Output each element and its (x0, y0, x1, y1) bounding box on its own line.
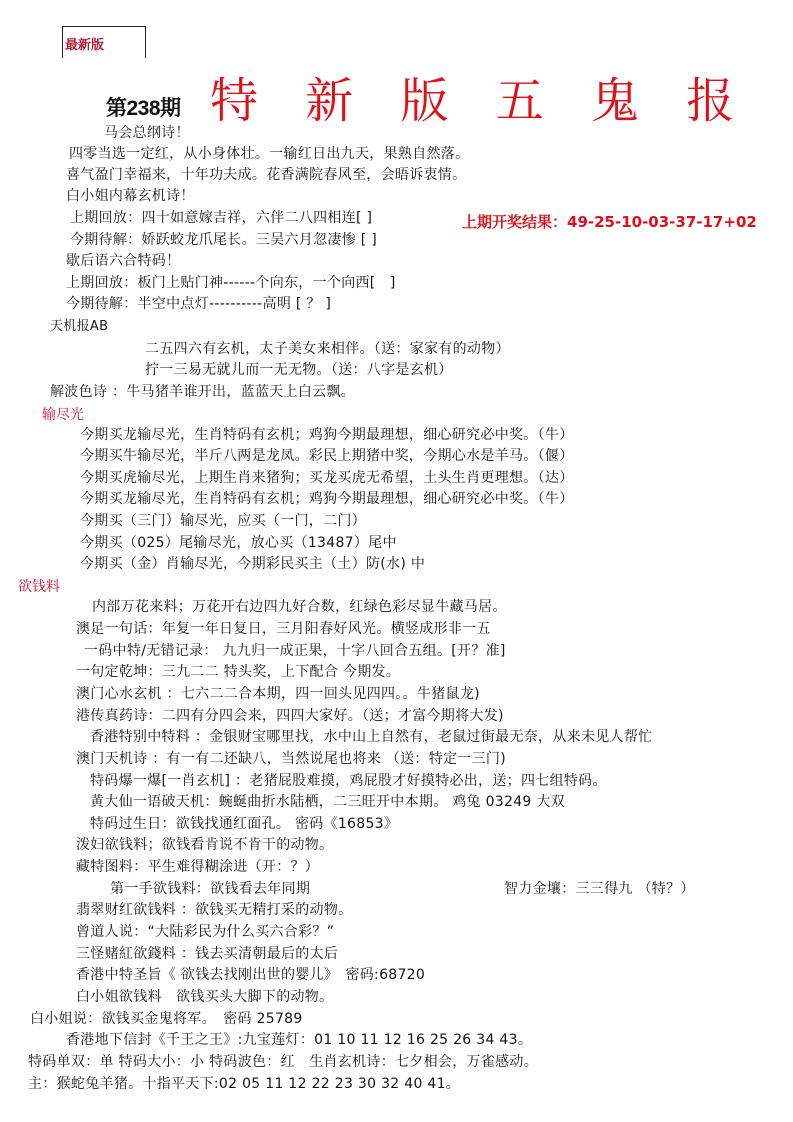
shujinguang-line: 今期买龙输尽光，生肖特码有玄机；鸡狗今期最理想，细心研究必中奖。（牛） (80, 427, 574, 443)
latest-edition-badge: 最新版 (65, 38, 105, 53)
yuqianliao-heading: 欲钱料 (18, 579, 60, 595)
yuqianliao-line: 曾道人说：“大陆彩民为什么买六合彩？” (76, 924, 335, 940)
yuqianliao-line: 特码过生日：欲钱找通红面孔。 密码《16853》 (90, 816, 399, 832)
yuqianliao-line: 港传真药诗：二四有分四会来，四四大家好。（送；才富今期将大发) (76, 708, 504, 724)
yuqianliao-line: 一码中特/无错记录： 九九归一成正果，十字八回合五组。[开？准] (84, 643, 506, 659)
bai-current-period: 今期待解：娇跃蛟龙爪尾长。三吴六月忽凄惨 [ ] (70, 232, 378, 248)
xiehouyu-title: 歇后语六合特码！ (66, 253, 181, 269)
jiebo-poem: 解波色诗 ：牛马猪羊谁开出，蓝蓝天上白云飘。 (50, 384, 356, 400)
ma-hui-line: 四零当选一定红，从小身体壮。一输红日出九天，果熟自然落。 (69, 146, 470, 162)
shujinguang-line: 今期买（三门）输尽光，应买（一门，二门） (80, 513, 366, 529)
yuqianliao-line: 第一手欲钱料：欲钱看去年同期 (110, 881, 311, 897)
yuqianliao-line: 特码爆一爆[一肖玄机] ：老猪屁股难摸，鸡屁股才好摸特必出，送；四七组特码。 (90, 773, 607, 789)
yuqianliao-line: 澳门天机诗 ：有一有二还缺八，当然说尾也将来 （送：特定一三门) (76, 751, 506, 767)
yuqianliao-line: 内部万花来料；万花开右边四九好合数，红绿色彩尽显牛藏马居。 (92, 599, 507, 615)
xiehouyu-last-period: 上期回放：板门上贴门神------个向东，一个向西[ ] (66, 275, 396, 291)
yuqianliao-line: 澳门心水玄机 ：七六二二合本期，四一回头见四四。。牛猪鼠龙) (76, 686, 480, 702)
yuqianliao-line: 白小姐欲钱料 欲钱买头大脚下的动物。 (76, 989, 334, 1005)
last-draw-result: 上期开奖结果：49-25-10-03-37-17+02 (462, 213, 757, 231)
yuqianliao-line: 三怪赌紅欲錢料 ：钱去买清朝最后的太后 (76, 946, 339, 962)
shujinguang-line: 今期买牛输尽光，半斤八两是龙凤。彩民上期猪中奖，今期心水是羊马。（偃） (80, 448, 574, 464)
ma-hui-line: 喜气盈门幸福来，十年功夫成。花香满院春风至，会晤诉衷情。 (66, 167, 467, 183)
yuqianliao-line: 香港特别中特料 ：金银财宝哪里找，水中山上自然有，老鼠过街最无奈，从来未见人帮忙 (90, 729, 653, 745)
bai-title: 白小姐内幕玄机诗！ (66, 188, 195, 204)
shujinguang-line: 今期买虎输尽光，上期生肖来猪狗；买龙买虎无希望，土头生肖更理想。（达） (80, 470, 574, 486)
page-title: 特 新 版 五 鬼 报 (210, 73, 751, 129)
yuqianliao-line: 翡翠财红欲钱料 ：欲钱买无精打采的动物。 (76, 902, 353, 918)
shujinguang-heading: 输尽光 (42, 407, 84, 423)
tianji-line: 拧一三易无就儿而一无无物。（送：八字是玄机） (145, 362, 453, 378)
yuqianliao-line: 泼妇欲钱料；欲钱看肯说不肯干的动物。 (76, 837, 334, 853)
issue-number: 第238期 (106, 97, 181, 120)
shujinguang-line: 今期买（金）肖输尽光，今期彩民买主（土）防(水) 中 (80, 556, 426, 572)
bai-last-period: 上期回放：四十如意嫁吉祥，六伴二八四相连[ ] (70, 210, 373, 226)
yuqianliao-line: 一句定乾坤：三九二二 特头奖，上下配合 今期发。 (76, 664, 401, 680)
shujinguang-line: 今期买（025）尾输尽光，放心买（13487）尾中 (80, 535, 397, 551)
xiehouyu-current-period: 今期待解：半空中点灯----------高明 [ ？ ] (66, 296, 332, 312)
yuqianliao-line: 白小姐说：欲钱买金鬼将军。 密码 25789 (30, 1011, 303, 1027)
tianji-title: 天机报AB (50, 319, 109, 334)
yuqianliao-line: 智力金壤：三三得九 （特？） (504, 881, 695, 897)
yuqianliao-line: 黄大仙一语破天机：蜿蜒曲折水陆栖，二三旺开中本期。 鸡兔 03249 大双 (90, 794, 565, 810)
yuqianliao-line: 香港地下信封《千王之王》:九宝莲灯：01 10 11 12 16 25 26 34 43。 (66, 1032, 533, 1048)
yuqianliao-line: 主：猴蛇兔羊猪。十指平天下:02 05 11 12 22 23 30 32 40 41。 (28, 1076, 461, 1092)
yuqianliao-line: 澳足一句话：年复一年日复日，三月阳春好风光。横竖成形非一五 (76, 621, 491, 637)
yuqianliao-line: 藏特图料：平生难得糊涂进（开：？） (76, 859, 320, 875)
shujinguang-line: 今期买龙输尽光，生肖特码有玄机；鸡狗今期最理想，细心研究必中奖。（牛） (80, 491, 574, 507)
yuqianliao-line: 香港中特圣旨《 欲钱去找刚出世的婴儿》 密码:68720 (76, 967, 426, 983)
yuqianliao-line: 特码单双：单 特码大小：小 特码波色：红 生肖玄机诗：七夕相会，万雀感动。 (28, 1054, 538, 1070)
tianji-line: 二五四六有玄机，太子美女来相伴。（送：家家有的动物） (145, 341, 510, 357)
ma-hui-title: 马会总纲诗！ (104, 125, 190, 141)
